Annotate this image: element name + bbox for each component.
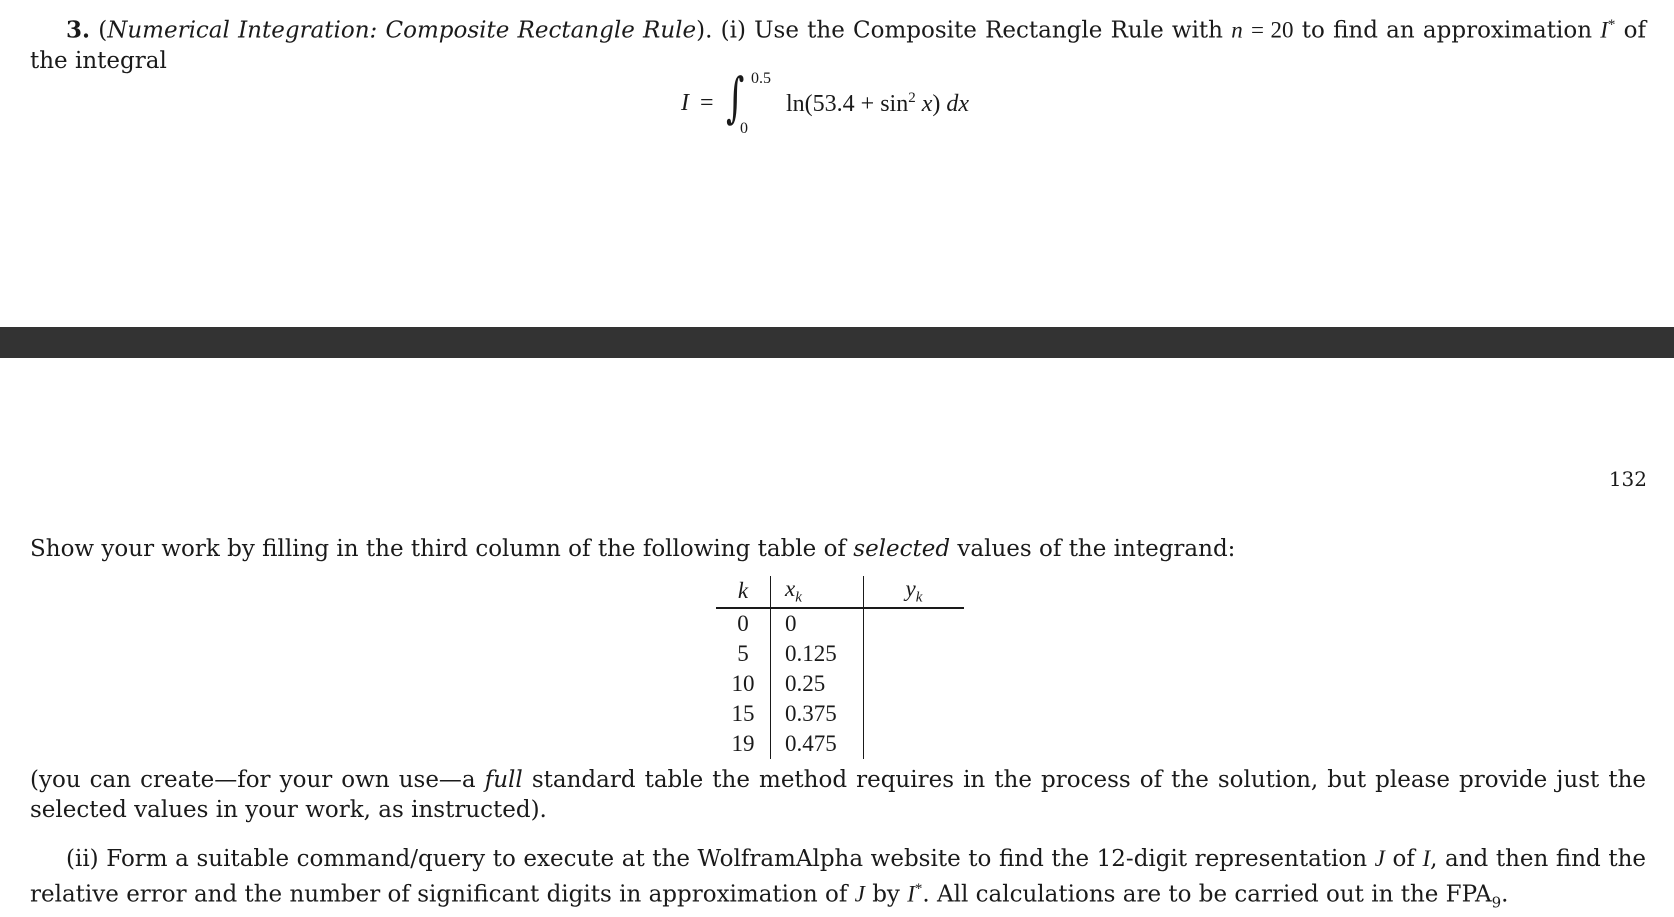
upper-limit: 0.5 — [751, 70, 771, 87]
page-number: 132 — [1608, 467, 1647, 491]
table-header-row — [716, 576, 964, 608]
title-open: ( — [98, 17, 108, 44]
part-ii-text-3: . All calculations are to be carried out in the FPA — [922, 881, 1492, 908]
cell-y[interactable] — [864, 608, 965, 639]
formula-equals: = — [700, 90, 714, 116]
table-intro — [30, 536, 1235, 562]
note-paragraph — [30, 765, 1646, 825]
of-word: of — [1392, 846, 1415, 872]
integral-word: integral — [74, 47, 167, 74]
page-divider — [0, 327, 1674, 358]
i-star-superscript: * — [1607, 17, 1616, 33]
i-symbol-2: I — [907, 881, 915, 907]
integrand-ln: ln(53.4 + sin — [786, 91, 909, 117]
cell-x: 0.475 — [771, 729, 864, 759]
integrand-x: x — [921, 91, 933, 117]
header-yk: $y_k$ — [864, 576, 965, 608]
cell-y[interactable] — [864, 669, 965, 699]
i-symbol: I — [1422, 846, 1431, 871]
cell-x: 0.125 — [771, 639, 864, 669]
header-k: k — [716, 576, 771, 608]
n-value: = 20 — [1250, 17, 1294, 43]
note-text: (you can create—for your own use—a — [30, 767, 476, 793]
cell-k: 0 — [716, 608, 771, 639]
j-symbol-2: J — [854, 881, 865, 907]
j-symbol: J — [1374, 846, 1385, 871]
cell-y[interactable] — [864, 639, 965, 669]
lower-limit: 0 — [740, 120, 748, 137]
part-ii-text-2: , and then find the relative error and the number of significant digits in approximation of — [30, 846, 1647, 908]
i-star-symbol: I — [1600, 17, 1608, 43]
cell-y[interactable] — [864, 699, 965, 729]
part-ii-paragraph — [30, 844, 1646, 917]
cell-k: 15 — [716, 699, 771, 729]
integrand — [786, 90, 969, 118]
values-table-wrap — [716, 576, 964, 759]
values-table — [716, 576, 964, 759]
by-word: by — [872, 881, 900, 908]
problem-number: 3. — [66, 16, 91, 44]
integrand-close: ) — [932, 91, 941, 117]
cell-k: 10 — [716, 669, 771, 699]
differential-dx: dx — [946, 91, 970, 117]
table-intro-end: values of the integrand: — [957, 536, 1236, 562]
cell-x: 0.25 — [771, 669, 864, 699]
table-intro-text: Show your work by filling in the third column of the following table of — [30, 536, 846, 562]
n-variable: n — [1231, 17, 1243, 43]
table-row — [716, 699, 964, 729]
part-ii-end: . — [1501, 881, 1509, 908]
cell-k: 5 — [716, 639, 771, 669]
i-star-superscript-2: * — [914, 881, 923, 897]
note-end: standard table the method requires in the process of the solution, but please provide just the selected values in your work, as instructed). — [30, 767, 1647, 823]
header-xk: $x_k$ — [771, 576, 864, 608]
after-n-text: to find an approximation — [1301, 17, 1593, 44]
note-emphasis: full — [484, 767, 523, 793]
title-close: ). — [696, 17, 713, 44]
table-row — [716, 669, 964, 699]
formula-lhs: I — [681, 90, 689, 116]
table-intro-emphasis: selected — [853, 536, 951, 562]
table-row — [716, 729, 964, 759]
part-i-text: (i) Use the Composite Rectangle Rule with — [720, 17, 1223, 44]
integrand-square: 2 — [908, 90, 916, 106]
cell-x: 0.375 — [771, 699, 864, 729]
cell-k: 19 — [716, 729, 771, 759]
table-row — [716, 608, 964, 639]
integral-sign-icon: ∫ — [726, 66, 745, 129]
table-row — [716, 639, 964, 669]
integral-formula — [0, 68, 1674, 138]
cell-x: 0 — [771, 608, 864, 639]
part-ii-text: (ii) Form a suitable command/query to execute at the WolframAlpha website to find the 12-digit representation — [66, 846, 1368, 872]
fpa-subscript: 9 — [1491, 893, 1502, 912]
cell-y[interactable] — [864, 729, 965, 759]
of-the-text: of the — [30, 17, 1647, 74]
problem-title: Numerical Integration: Composite Rectangle Rule — [107, 17, 697, 44]
problem-statement — [30, 10, 1646, 76]
